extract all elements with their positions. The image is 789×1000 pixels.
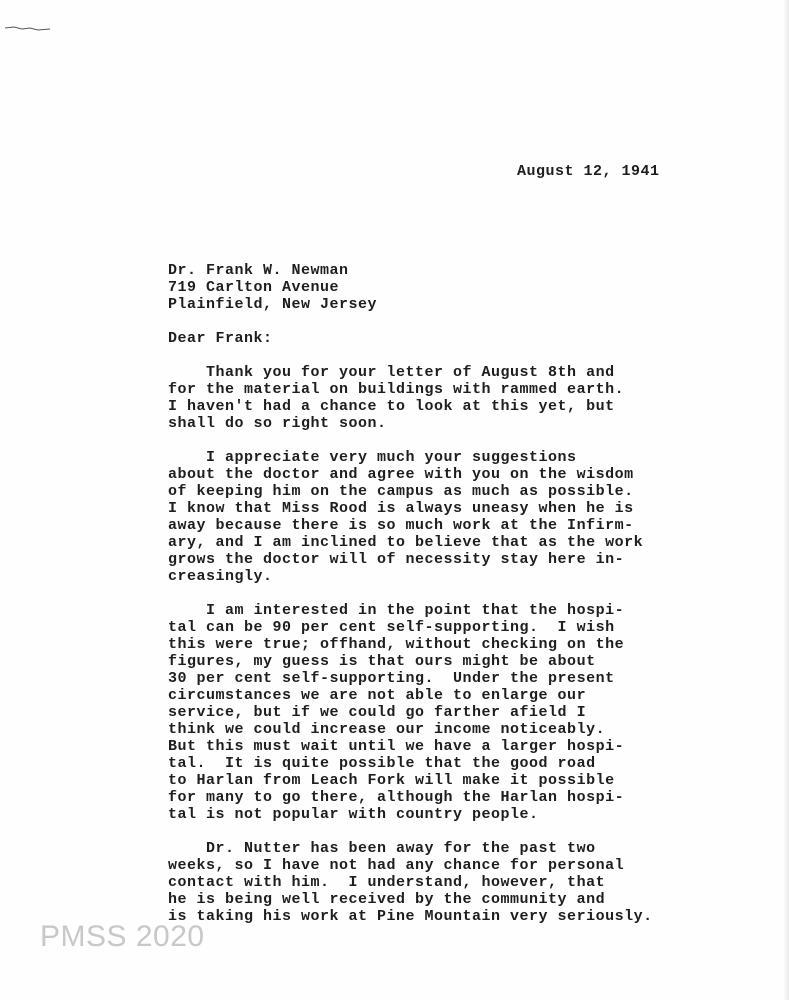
paragraph-3-line: to Harlan from Leach Fork will make it possible bbox=[168, 772, 615, 789]
paragraph-3-line: I am interested in the point that the hospi- bbox=[168, 602, 625, 619]
paragraph-4-line: Dr. Nutter has been away for the past two bbox=[168, 840, 596, 857]
paragraph-3-line: tal is not popular with country people. bbox=[168, 806, 539, 823]
corner-smudge-mark bbox=[4, 24, 52, 32]
paragraph-1-line: I haven't had a chance to look at this yet, but bbox=[168, 398, 615, 415]
paragraph-2-line: I appreciate very much your suggestions bbox=[168, 449, 577, 466]
paragraph-3-line: tal. It is quite possible that the good road bbox=[168, 755, 596, 772]
paragraph-4-line: weeks, so I have not had any chance for personal bbox=[168, 857, 625, 874]
paragraph-3-line: this were true; offhand, without checking on the bbox=[168, 636, 625, 653]
salutation: Dear Frank: bbox=[168, 330, 273, 347]
address-line: 719 Carlton Avenue bbox=[168, 279, 340, 296]
address-line: Dr. Frank W. Newman bbox=[168, 262, 349, 279]
address-line: Plainfield, New Jersey bbox=[168, 296, 378, 313]
paragraph-2-line: ary, and I am inclined to believe that as the work bbox=[168, 534, 644, 551]
paragraph-2-line: of keeping him on the campus as much as possible. bbox=[168, 483, 634, 500]
paragraph-2-line: creasingly. bbox=[168, 568, 273, 585]
letter-date: August 12, 1941 bbox=[517, 163, 660, 180]
paragraph-3-line: for many to go there, although the Harlan hospi- bbox=[168, 789, 625, 806]
paragraph-3-line: circumstances we are not able to enlarge our bbox=[168, 687, 587, 704]
paragraph-3-line: 30 per cent self-supporting. Under the present bbox=[168, 670, 615, 687]
paragraph-3-line: But this must wait until we have a larger hospi- bbox=[168, 738, 625, 755]
paragraph-1-line: for the material on buildings with rammed earth. bbox=[168, 381, 625, 398]
paragraph-3-line: tal can be 90 per cent self-supporting. I wish bbox=[168, 619, 615, 636]
paragraph-3-line: figures, my guess is that ours might be about bbox=[168, 653, 596, 670]
paragraph-4-line: is taking his work at Pine Mountain very seriously. bbox=[168, 908, 653, 925]
paragraph-1-line: shall do so right soon. bbox=[168, 415, 387, 432]
paragraph-4-line: contact with him. I understand, however, that bbox=[168, 874, 606, 891]
paragraph-2-line: grows the doctor will of necessity stay here in- bbox=[168, 551, 625, 568]
paragraph-2-line: away because there is so much work at the Infirm- bbox=[168, 517, 634, 534]
paragraph-2-line: I know that Miss Rood is always uneasy when he is bbox=[168, 500, 634, 517]
paragraph-2-line: about the doctor and agree with you on the wisdom bbox=[168, 466, 634, 483]
paragraph-1-line: Thank you for your letter of August 8th and bbox=[168, 364, 615, 381]
paragraph-3-line: service, but if we could go farther afield I bbox=[168, 704, 587, 721]
paragraph-4-line: he is being well received by the community and bbox=[168, 891, 606, 908]
page-edge-shadow bbox=[783, 0, 789, 1000]
archive-watermark: PMSS 2020 bbox=[40, 920, 205, 953]
paragraph-3-line: think we could increase our income noticeably. bbox=[168, 721, 606, 738]
